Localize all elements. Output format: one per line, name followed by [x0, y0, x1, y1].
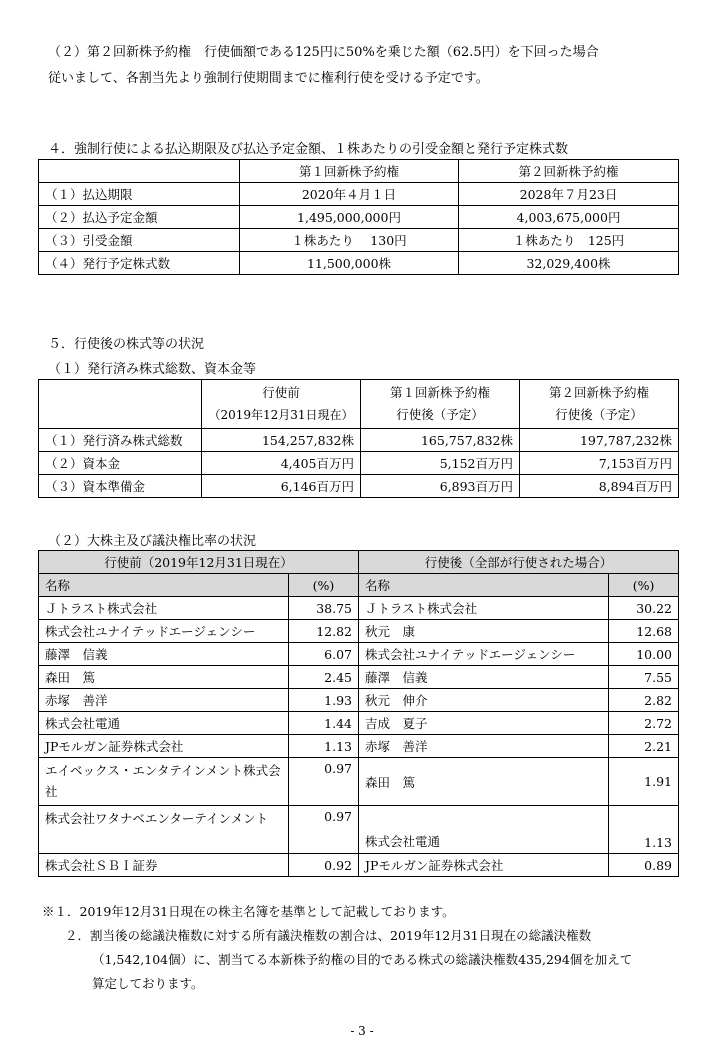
- capital-header: [361, 380, 520, 429]
- shareholder-name: 森田 篤: [359, 758, 609, 806]
- shareholder-pct: 30.22: [609, 597, 679, 620]
- capital-header-blank: [39, 380, 202, 429]
- capital-header: [520, 380, 679, 429]
- shareholder-pct: 1.13: [609, 806, 679, 854]
- table-row: [39, 206, 679, 229]
- table-cell: 4,405百万円: [202, 452, 361, 475]
- shareholder-pct: 2.72: [609, 712, 679, 735]
- shareholder-name: エイベックス・エンタテインメント株式会社: [39, 758, 289, 806]
- table-row: [39, 452, 679, 475]
- section5-sub2: （２）大株主及び議決権比率の状況: [48, 534, 257, 549]
- table-cell: 2028年７月23日: [459, 183, 679, 206]
- capital-table: [38, 379, 679, 498]
- shareholder-name: 株式会社ＳＢＩ証券: [39, 854, 289, 877]
- shareholder-name: 藤澤 信義: [359, 666, 609, 689]
- shareholder-name: 株式会社ワタナベエンターテインメント: [39, 806, 289, 854]
- table-row: [39, 806, 679, 854]
- capital-header-line: 行使後（予定）: [396, 407, 484, 422]
- table-cell: 2020年４月１日: [240, 183, 459, 206]
- shareholder-name: JPモルガン証券株式会社: [39, 735, 289, 758]
- page-number: - 3 -: [350, 1024, 374, 1038]
- capital-header-line: 第２回新株予約権: [548, 385, 649, 400]
- table-row: [39, 620, 679, 643]
- shareholder-pct: 1.93: [289, 689, 359, 712]
- table-cell: 4,003,675,000円: [459, 206, 679, 229]
- column-name: 名称: [359, 574, 609, 597]
- column-name: 名称: [39, 574, 289, 597]
- shareholder-pct: 0.97: [289, 806, 359, 854]
- table-cell: 8,894百万円: [520, 475, 679, 498]
- column-pct: (%): [609, 574, 679, 597]
- table-row: [39, 666, 679, 689]
- payment-header-blank: [39, 160, 240, 183]
- capital-header: [202, 380, 361, 429]
- row-label: （４）発行予定株式数: [39, 252, 240, 275]
- shareholder-name: 秋元 伸介: [359, 689, 609, 712]
- table-row: [39, 854, 679, 877]
- shareholder-name: 藤澤 信義: [39, 643, 289, 666]
- shareholder-pct: 2.21: [609, 735, 679, 758]
- shareholder-name: 株式会社ユナイテッドエージェンシー: [39, 620, 289, 643]
- shareholder-name: 株式会社電通: [39, 712, 289, 735]
- table-cell: 5,152百万円: [361, 452, 520, 475]
- table-cell: １株あたり 130円: [240, 229, 459, 252]
- shareholder-pct: 10.00: [609, 643, 679, 666]
- table-row: [39, 643, 679, 666]
- payment-header: 第２回新株予約権: [459, 160, 679, 183]
- payment-table: [38, 159, 679, 275]
- table-row: [39, 758, 679, 806]
- note-1: ※１．2019年12月31日現在の株主名簿を基準として記載しております。: [42, 904, 455, 919]
- table-row: [39, 735, 679, 758]
- table-row: [39, 475, 679, 498]
- row-label: （３）引受金額: [39, 229, 240, 252]
- table-cell: 197,787,232株: [520, 429, 679, 452]
- column-pct: (%): [289, 574, 359, 597]
- intro-line-2: 従いまして、各割当先より強制行使期間までに権利行使を受ける予定です。: [48, 71, 489, 86]
- shareholder-pct: 7.55: [609, 666, 679, 689]
- note-2-cont: （1,542,104個）に、割当てる本新株予約権の目的である株式の総議決権数435,294個を加えて: [92, 952, 633, 967]
- shareholder-pct: 1.13: [289, 735, 359, 758]
- row-label: （２）資本金: [39, 452, 202, 475]
- shareholder-pct: 2.45: [289, 666, 359, 689]
- table-row: [39, 229, 679, 252]
- shareholder-table: [38, 550, 679, 877]
- shareholder-pct: 0.92: [289, 854, 359, 877]
- shareholder-name: 赤塚 善洋: [39, 689, 289, 712]
- capital-header-line: 第１回新株予約権: [389, 385, 490, 400]
- row-label: （３）資本準備金: [39, 475, 202, 498]
- shareholder-name: 吉成 夏子: [359, 712, 609, 735]
- note-2: ２．割当後の総議決権数に対する所有議決権数の割合は、2019年12月31日現在の総議決権数: [65, 928, 592, 943]
- table-row: [39, 252, 679, 275]
- table-row: [39, 689, 679, 712]
- shareholder-pct: 2.82: [609, 689, 679, 712]
- table-cell: 165,757,832株: [361, 429, 520, 452]
- shareholder-name: 森田 篤: [39, 666, 289, 689]
- after-title: 行使後（全部が行使された場合）: [359, 551, 679, 574]
- shareholder-name: 秋元 康: [359, 620, 609, 643]
- table-row: [39, 183, 679, 206]
- table-cell: 6,893百万円: [361, 475, 520, 498]
- table-cell: １株あたり 125円: [459, 229, 679, 252]
- shareholder-name: Ｊトラスト株式会社: [359, 597, 609, 620]
- shareholder-name: 赤塚 善洋: [359, 735, 609, 758]
- shareholder-pct: 12.82: [289, 620, 359, 643]
- section5-sub1: （１）発行済み株式総数、資本金等: [48, 362, 257, 377]
- shareholder-pct: 38.75: [289, 597, 359, 620]
- payment-header: 第１回新株予約権: [240, 160, 459, 183]
- table-cell: 154,257,832株: [202, 429, 361, 452]
- table-cell: 7,153百万円: [520, 452, 679, 475]
- shareholder-pct: 1.91: [609, 758, 679, 806]
- shareholder-pct: 0.89: [609, 854, 679, 877]
- shareholder-pct: 1.44: [289, 712, 359, 735]
- table-row: [39, 597, 679, 620]
- intro-line-1: （２）第２回新株予約権 行使価額である125円に50%を乗じた額（62.5円）を下回った場合: [48, 45, 599, 60]
- capital-header-line: 行使後（予定）: [555, 407, 643, 422]
- row-label: （２）払込予定金額: [39, 206, 240, 229]
- shareholder-name: 株式会社電通: [359, 806, 609, 854]
- section4-heading: ４．強制行使による払込期限及び払込予定金額、１株あたりの引受金額と発行予定株式数: [48, 142, 569, 157]
- row-label: （１）発行済み株式総数: [39, 429, 202, 452]
- table-cell: 1,495,000,000円: [240, 206, 459, 229]
- shareholder-name: 株式会社ユナイテッドエージェンシー: [359, 643, 609, 666]
- shareholder-name: JPモルガン証券株式会社: [359, 854, 609, 877]
- table-row: [39, 429, 679, 452]
- before-title: 行使前（2019年12月31日現在）: [39, 551, 359, 574]
- capital-header-line: （2019年12月31日現在）: [208, 408, 354, 422]
- capital-header-line: 行使前: [262, 385, 300, 400]
- section5-heading: ５．行使後の株式等の状況: [48, 337, 205, 352]
- row-label: （１）払込期限: [39, 183, 240, 206]
- shareholder-pct: 12.68: [609, 620, 679, 643]
- table-cell: 11,500,000株: [240, 252, 459, 275]
- shareholder-pct: 6.07: [289, 643, 359, 666]
- table-cell: 32,029,400株: [459, 252, 679, 275]
- table-cell: 6,146百万円: [202, 475, 361, 498]
- table-row: [39, 712, 679, 735]
- note-2-cont: 算定しております。: [92, 976, 204, 991]
- shareholder-pct: 0.97: [289, 758, 359, 806]
- shareholder-name: Ｊトラスト株式会社: [39, 597, 289, 620]
